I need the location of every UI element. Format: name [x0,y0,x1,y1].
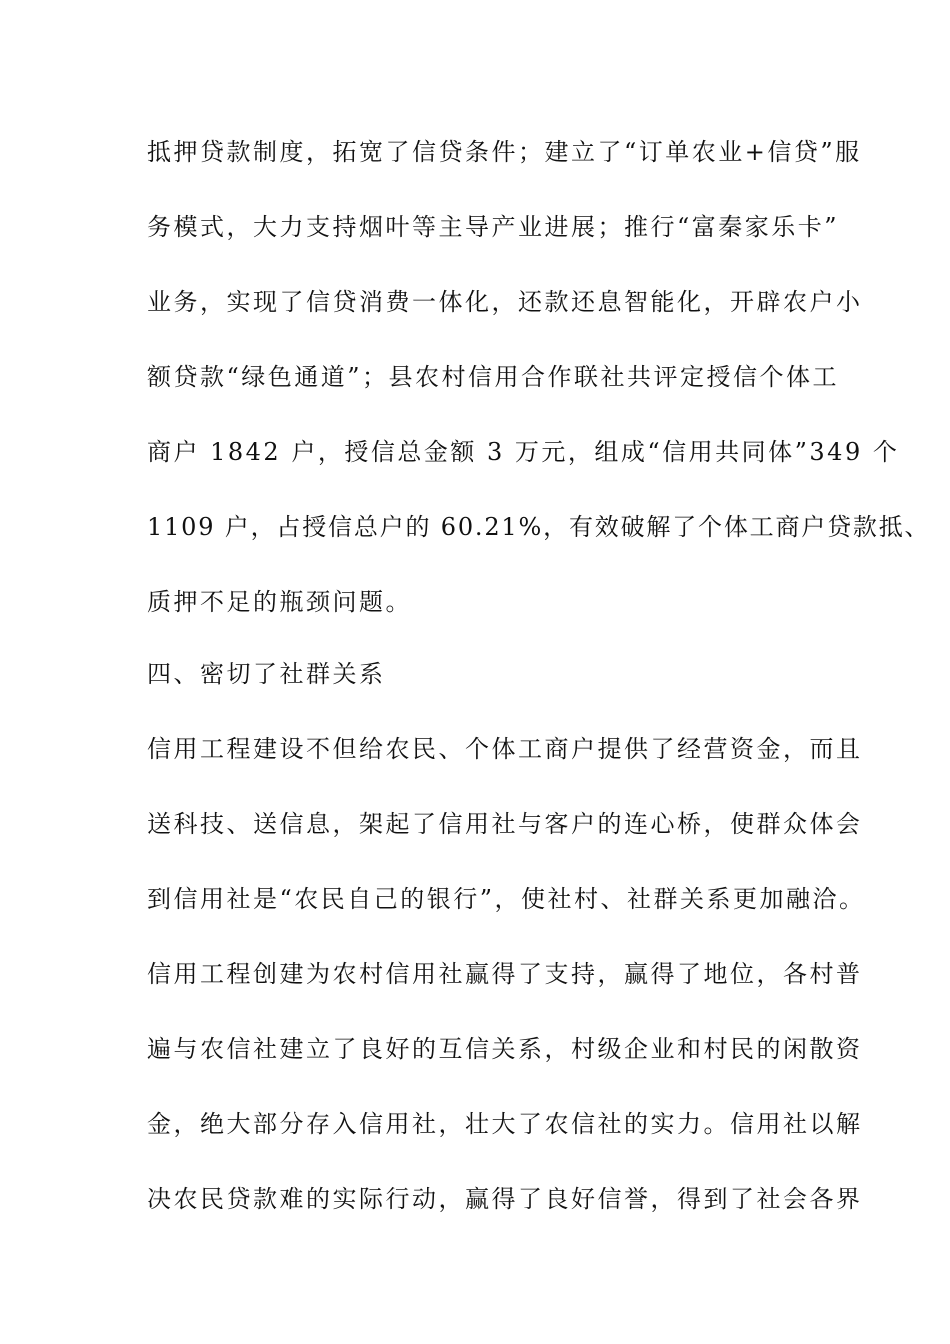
text-line-3: 业务，实现了信贷消费一体化，还款还息智能化，开辟农户小 [147,288,863,316]
text-line-12: 信用工程创建为农村信用社赢得了支持，赢得了地位，各村普 [147,960,863,988]
text-line-11: 到信用社是“农民自己的银行”，使社村、社群关系更加融洽。 [147,885,866,913]
section-heading: 四、密切了社群关系 [147,660,386,688]
text-line-10: 送科技、送信息，架起了信用社与客户的连心桥，使群众体会 [147,810,863,838]
text-line-13: 遍与农信社建立了良好的互信关系，村级企业和村民的闲散资 [147,1035,863,1063]
text-line-7: 质押不足的瓶颈问题。 [147,588,412,616]
text-line-6: 1109 户，占授信总户的 60.21%，有效破解了个体工商户贷款抵、 [147,513,931,541]
text-line-14: 金，绝大部分存入信用社，壮大了农信社的实力。信用社以解 [147,1110,863,1138]
text-line-1: 抵押贷款制度，拓宽了信贷条件；建立了“订单农业+信贷”服 [147,138,862,166]
text-line-5: 商户 1842 户，授信总金额 3 万元，组成“信用共同体”349 个 [147,438,900,466]
text-line-15: 决农民贷款难的实际行动，赢得了良好信誉，得到了社会各界 [147,1185,863,1213]
text-line-2: 务模式，大力支持烟叶等主导产业进展；推行“富秦家乐卡” [147,213,840,241]
text-line-4: 额贷款“绿色通道”；县农村信用合作联社共评定授信个体工 [147,363,840,391]
text-line-9: 信用工程建设不但给农民、个体工商户提供了经营资金，而且 [147,735,863,763]
